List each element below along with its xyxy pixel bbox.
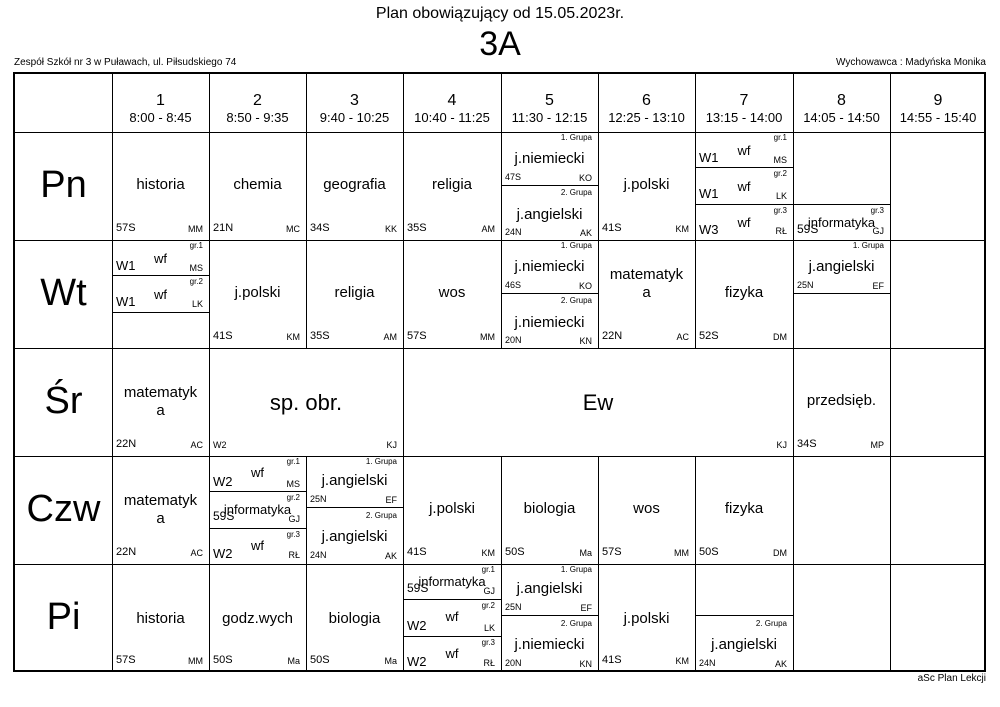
- class-teacher: Wychowawca : Madyńska Monika: [836, 57, 986, 68]
- lesson-czw-2[interactable]: gr.1 wf W2 MS gr.2 informatyka 59S GJ gr.3 wf W2 RŁ: [209, 456, 306, 564]
- lesson-wt-7[interactable]: fizyka 52S DM: [699, 284, 787, 342]
- lesson-pi-5[interactable]: 1. Grupa j.angielski 25N EF 2. Grupa j.niemiecki 20N KN: [501, 564, 598, 672]
- lesson-pn-2[interactable]: chemia 21N MC: [213, 176, 300, 234]
- lesson-sr-4-7[interactable]: Ew KJ: [582, 390, 787, 450]
- period-header-2: 2 8:50 - 9:35: [226, 92, 289, 125]
- day-label-pn: Pn: [40, 164, 87, 206]
- lesson-pi-7[interactable]: 2. Grupa j.angielski 24N AK: [695, 564, 793, 672]
- lesson-wt-1[interactable]: gr.1 wf W1 MS gr.2 wf W1 LK: [112, 240, 209, 348]
- period-header-1: 1 8:00 - 8:45: [129, 92, 192, 125]
- lesson-wt-5[interactable]: 1. Grupa j.niemiecki 46S KO 2. Grupa j.niemiecki 20N KN: [501, 240, 598, 348]
- lesson-pi-6[interactable]: j.polski 41S KM: [602, 610, 689, 666]
- lesson-sr-8[interactable]: przedsięb. 34S MP: [797, 392, 884, 450]
- lesson-czw-7[interactable]: fizyka 50S DM: [699, 500, 787, 558]
- period-header-3: 3 9:40 - 10:25: [319, 92, 390, 125]
- day-label-czw: Czw: [26, 488, 101, 530]
- period-header-8: 8 14:05 - 14:50: [803, 92, 880, 125]
- period-header-9: 9 14:55 - 15:40: [899, 92, 977, 125]
- lesson-czw-3[interactable]: 1. Grupa j.angielski 25N EF 2. Grupa j.angielski 24N AK: [306, 456, 403, 564]
- lesson-czw-4[interactable]: j.polski 41S KM: [407, 500, 495, 558]
- lesson-pi-1[interactable]: historia 57S MM: [116, 610, 203, 666]
- lesson-pi-3[interactable]: biologia 50S Ma: [310, 610, 397, 666]
- period-header-6: 6 12:25 - 13:10: [608, 92, 685, 125]
- plan-title: Plan obowiązujący od 15.05.2023r.: [375, 5, 625, 22]
- lesson-pn-7[interactable]: gr.1 wf W1 MS gr.2 wf W1 LK gr.3 wf W3 RŁ: [695, 132, 793, 240]
- lesson-czw-6[interactable]: wos 57S MM: [602, 500, 689, 558]
- lesson-sr-2-3[interactable]: sp. obr. W2 KJ: [213, 390, 397, 450]
- lesson-wt-4[interactable]: wos 57S MM: [407, 284, 495, 342]
- lesson-pn-1[interactable]: historia 57S MM: [116, 176, 203, 234]
- lesson-pn-5[interactable]: 1. Grupa j.niemiecki 47S KO 2. Grupa j.angielski 24N AK: [501, 132, 598, 240]
- day-label-sr: Śr: [44, 380, 83, 422]
- lesson-pn-8[interactable]: gr.3 informatyka 59S GJ: [793, 132, 890, 240]
- day-label-pi: Pi: [46, 596, 81, 638]
- period-header-5: 5 11:30 - 12:15: [511, 92, 588, 125]
- lesson-pi-4[interactable]: gr.1 informatyka 59S GJ gr.2 wf W2 LK gr.3 wf W2 RŁ: [403, 564, 501, 672]
- period-header-4: 4 10:40 - 11:25: [414, 92, 490, 125]
- period-header-7: 7 13:15 - 14:00: [705, 92, 783, 125]
- lesson-czw-5[interactable]: biologia 50S Ma: [505, 500, 592, 558]
- footer-credit: aSc Plan Lekcji: [917, 673, 986, 684]
- lesson-sr-1[interactable]: matematyk a 22N AC: [116, 384, 203, 450]
- lesson-wt-2[interactable]: j.polski 41S KM: [213, 284, 300, 342]
- class-name: 3A: [479, 25, 521, 63]
- lesson-wt-3[interactable]: religia 35S AM: [310, 284, 397, 342]
- lesson-pn-6[interactable]: j.polski 41S KM: [602, 176, 689, 234]
- school-name: Zespół Szkół nr 3 w Puławach, ul. Piłsudskiego 74: [14, 57, 237, 68]
- lesson-pn-3[interactable]: geografia 34S KK: [310, 176, 397, 234]
- timetable-grid: [13, 72, 986, 672]
- lesson-pi-2[interactable]: godz.wych 50S Ma: [213, 610, 300, 666]
- lesson-wt-8[interactable]: 1. Grupa j.angielski 25N EF: [793, 240, 890, 348]
- lesson-czw-1[interactable]: matematyk a 22N AC: [116, 492, 203, 558]
- day-label-wt: Wt: [40, 272, 87, 314]
- lesson-wt-6[interactable]: matematyk a 22N AC: [602, 266, 689, 342]
- lesson-pn-4[interactable]: religia 35S AM: [407, 176, 495, 234]
